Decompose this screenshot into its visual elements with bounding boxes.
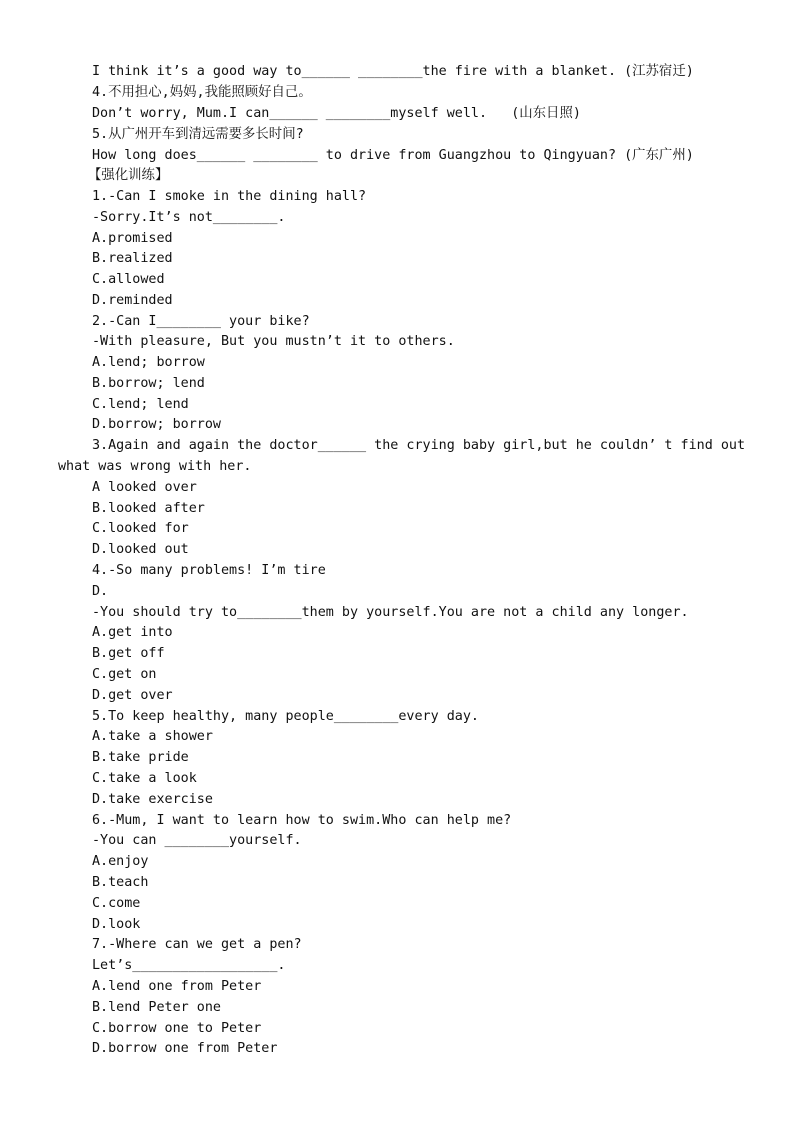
- answer-option: B.lend Peter one: [92, 1000, 221, 1015]
- text-line: D.: [92, 584, 109, 599]
- question-stem: 1.-Can I smoke in the dining hall?: [92, 189, 367, 204]
- text-line: 5.从广州开车到清远需要多长时间?: [92, 127, 304, 142]
- answer-option: D.get over: [92, 688, 173, 703]
- answer-option: C.looked for: [92, 521, 189, 536]
- answer-option: D.look: [92, 917, 141, 932]
- answer-option: D.borrow; borrow: [92, 417, 221, 432]
- question-reply: Let’s__________________.: [92, 958, 286, 973]
- answer-option: C.lend; lend: [92, 397, 189, 412]
- answer-option: C.borrow one to Peter: [92, 1021, 262, 1036]
- question-reply: -You should try to________them by yourself.You are not a child any longer.: [92, 605, 689, 620]
- question-stem: 4.-So many problems! I’m tire: [92, 563, 326, 578]
- answer-option: C.allowed: [92, 272, 165, 287]
- question-stem: 3.Again and again the doctor______ the crying baby girl,but he couldn’ t find out: [92, 438, 746, 453]
- question-stem: 6.-Mum, I want to learn how to swim.Who can help me?: [92, 813, 512, 828]
- text-line: How long does______ ________ to drive from Guangzhou to Qingyuan? (广东广州): [92, 148, 694, 163]
- answer-option: A.get into: [92, 625, 173, 640]
- text-line: 4.不用担心,妈妈,我能照顾好自己。: [92, 85, 312, 100]
- text-line: I think it’s a good way to______ ________the fire with a blanket. (江苏宿迁): [92, 64, 694, 79]
- text-line: Don’t worry, Mum.I can______ ________myself well. (山东日照): [92, 106, 581, 121]
- answer-option: D.looked out: [92, 542, 189, 557]
- answer-option: B.realized: [92, 251, 173, 266]
- answer-option: B.borrow; lend: [92, 376, 205, 391]
- question-stem-continuation: what was wrong with her.: [58, 459, 252, 474]
- question-reply: -You can ________yourself.: [92, 833, 302, 848]
- question-stem: 7.-Where can we get a pen?: [92, 937, 302, 952]
- answer-option: A.enjoy: [92, 854, 149, 869]
- question-stem: 2.-Can I________ your bike?: [92, 314, 310, 329]
- section-heading: 【强化训练】: [88, 168, 169, 183]
- answer-option: C.get on: [92, 667, 157, 682]
- answer-option: A looked over: [92, 480, 197, 495]
- answer-option: C.take a look: [92, 771, 197, 786]
- answer-option: B.take pride: [92, 750, 189, 765]
- question-reply: -Sorry.It’s not________.: [92, 210, 286, 225]
- answer-option: B.teach: [92, 875, 149, 890]
- answer-option: D.reminded: [92, 293, 173, 308]
- answer-option: C.come: [92, 896, 141, 911]
- answer-option: B.get off: [92, 646, 165, 661]
- question-stem: 5.To keep healthy, many people________every day.: [92, 709, 479, 724]
- answer-option: B.looked after: [92, 501, 205, 516]
- answer-option: A.promised: [92, 231, 173, 246]
- answer-option: A.take a shower: [92, 729, 213, 744]
- question-reply: -With pleasure, But you mustn’t it to others.: [92, 334, 455, 349]
- answer-option: A.lend; borrow: [92, 355, 205, 370]
- answer-option: D.take exercise: [92, 792, 213, 807]
- answer-option: D.borrow one from Peter: [92, 1041, 278, 1056]
- answer-option: A.lend one from Peter: [92, 979, 262, 994]
